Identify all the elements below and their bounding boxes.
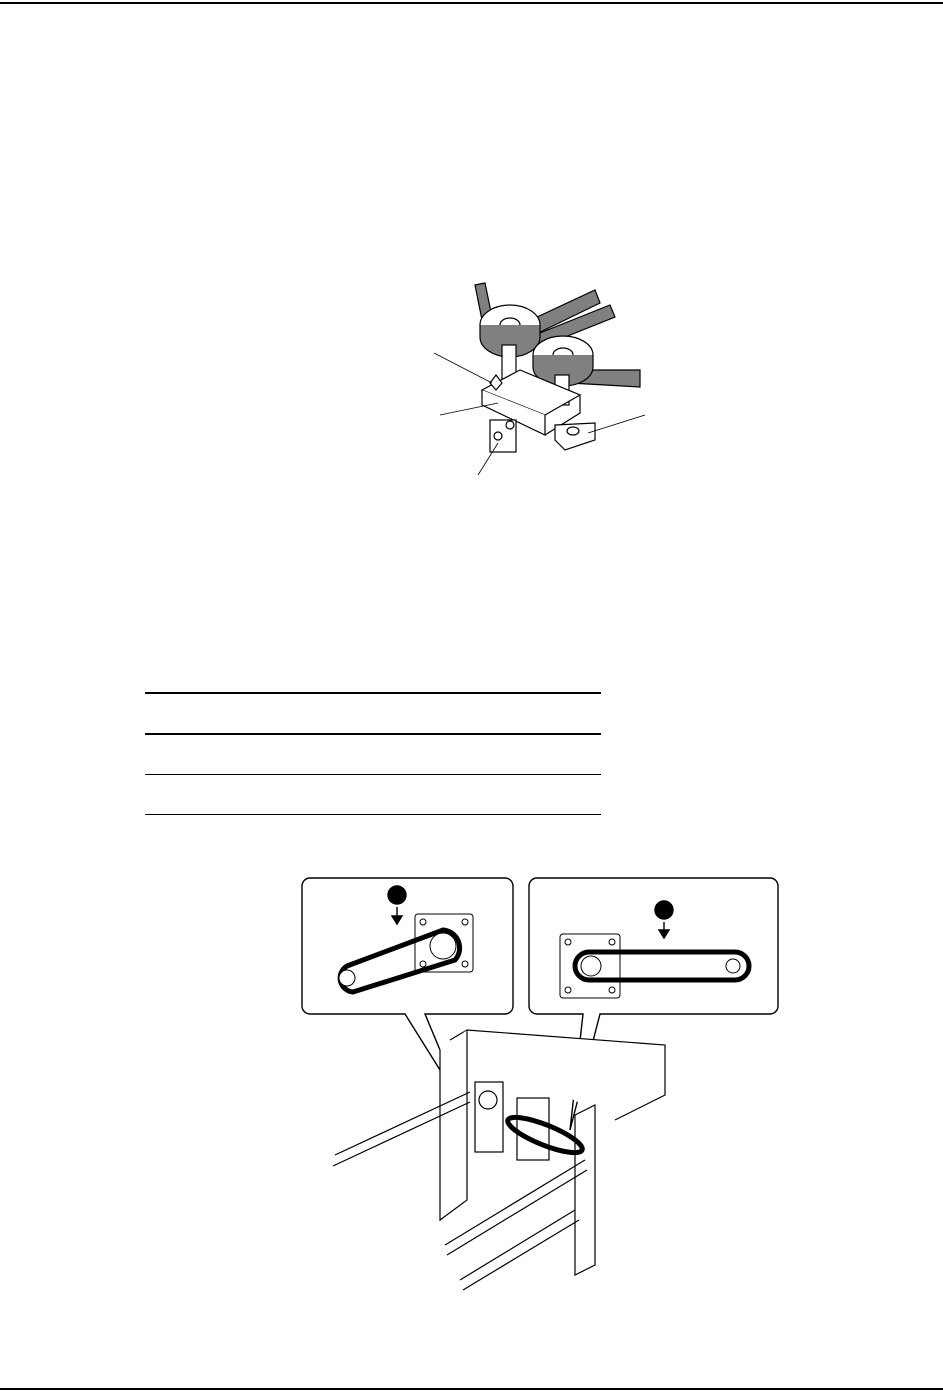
- table-cell: [269, 775, 445, 815]
- leader-line-4: [588, 415, 645, 433]
- footer-rule: [0, 1388, 943, 1390]
- table-header-row: [145, 693, 601, 734]
- callout-marker-a: [388, 886, 406, 904]
- leader-line-3: [478, 443, 498, 475]
- table-cell: [145, 734, 269, 775]
- spec-table: [145, 692, 601, 815]
- table-header-cell: [145, 693, 269, 734]
- table-cell: [269, 734, 445, 775]
- table-cell: [445, 734, 601, 775]
- table-row: [145, 734, 601, 775]
- table-cell: [145, 775, 269, 815]
- table-row: [145, 775, 601, 815]
- rail-3: [460, 1210, 575, 1280]
- pulley-assembly-figure: [420, 275, 660, 485]
- header-rule: [0, 2, 943, 4]
- machine-frame: [333, 1030, 665, 1290]
- leader-line-1: [434, 353, 492, 383]
- callout-marker-b: [655, 901, 673, 919]
- callout-box-left: [302, 878, 513, 1110]
- table-header-cell: [445, 693, 601, 734]
- table-cell: [445, 775, 601, 815]
- belt-tension-figure: [295, 870, 785, 1310]
- table-header-cell: [269, 693, 445, 734]
